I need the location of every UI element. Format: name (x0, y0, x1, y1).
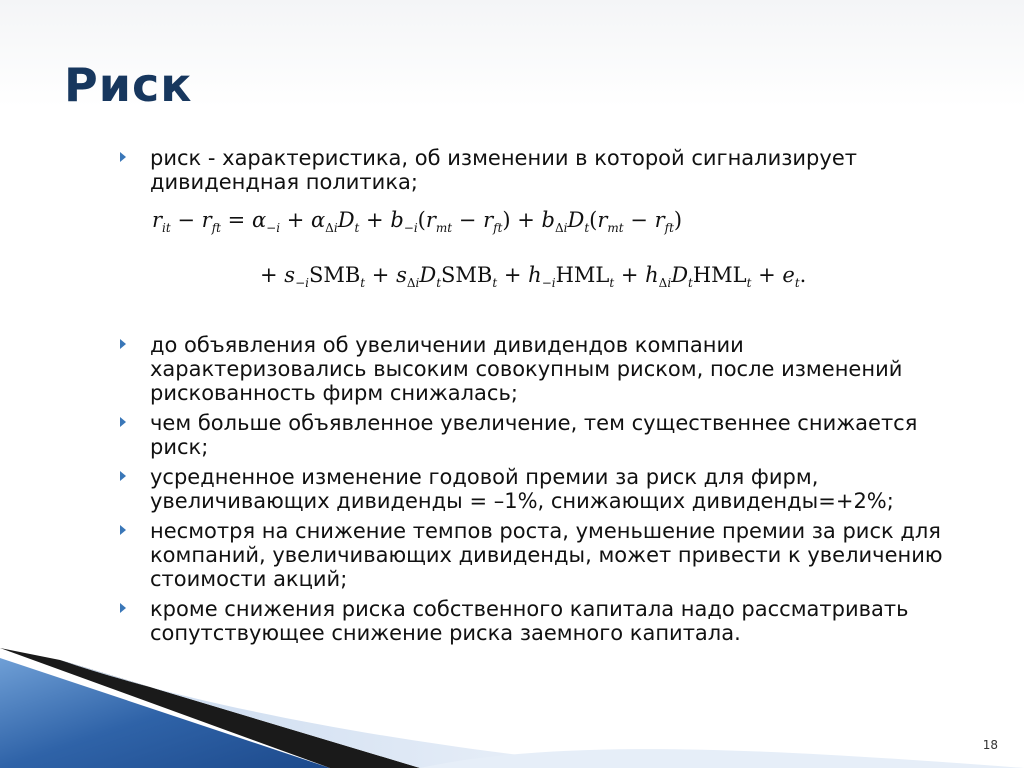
bullet-text: усредненное изменение годовой премии за риск для фирм, увеличивающих дивиденды = –1%, снижающих дивиденды=+2%; (150, 465, 894, 513)
slide-number: 18 (982, 738, 998, 752)
bullet-arrow-icon (120, 339, 126, 349)
bullet-arrow-icon (120, 471, 126, 481)
bullet-arrow-icon (120, 152, 126, 162)
bullet-item (120, 411, 960, 459)
bullet-item (120, 465, 960, 513)
bullet-arrow-icon (120, 417, 126, 427)
bullet-text: несмотря на снижение темпов роста, уменьшение премии за риск для компаний, увеличивающих дивиденды, может привести к увеличению стоимости акций; (150, 519, 943, 591)
slide-title: Риск (64, 58, 193, 112)
bullet-text: до объявления об увеличении дивидендов компании характеризовались высоким совокупным риском, после изменений рискованность фирм снижалась; (150, 333, 903, 405)
bullet-item (120, 333, 960, 405)
bullet-text: кроме снижения риска собственного капитала надо рассматривать сопутствующее снижение риска заемного капитала. (150, 597, 909, 645)
corner-wave-decoration (0, 628, 1024, 768)
bullet-item (120, 146, 960, 194)
bullet-arrow-icon (120, 525, 126, 535)
risk-formula (150, 200, 960, 315)
bullet-list (120, 146, 960, 651)
bullet-text: риск - характеристика, об изменении в которой сигнализирует дивидендная политика; (150, 146, 857, 194)
bullet-text: чем больше объявленное увеличение, тем существеннее снижается риск; (150, 411, 918, 459)
bullet-arrow-icon (120, 603, 126, 613)
bullet-item (120, 519, 960, 591)
formula-line-1: $r_{it} - r_{ft} = \alpha_{-i} + \alpha_{\Delta i}D_t + b_{-i}(r_{mt} - r_{ft}) + b_{\Delta i}D_t(r_{mt} - r_{ft})$ (152, 208, 683, 236)
formula-line-2: + $s_{-i}SMB_t + s_{\Delta i}D_tSMB_t + h_{-i}HML_t + h_{\Delta i}D_tHML_t + e_t$. (260, 263, 807, 291)
